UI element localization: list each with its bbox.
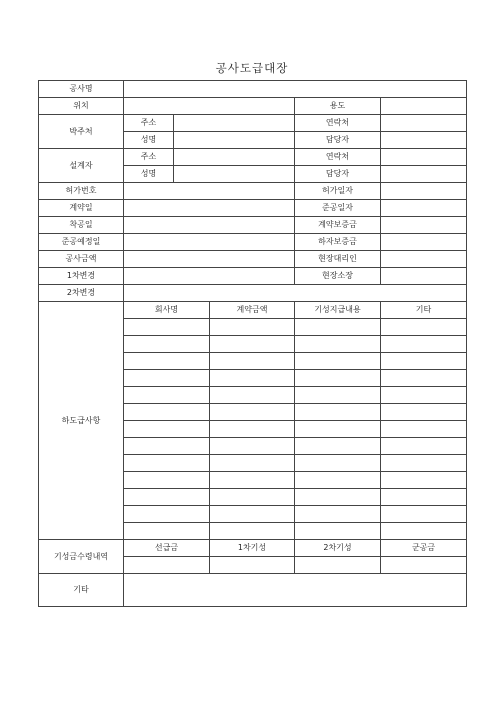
payment-2nd-field[interactable] [295, 557, 381, 574]
subcontract-company-cell[interactable] [124, 472, 210, 489]
subcontract-company-cell[interactable] [124, 370, 210, 387]
subcontract-other-cell[interactable] [381, 506, 467, 523]
designer-name-field[interactable] [174, 166, 295, 183]
subcontract-amount-cell[interactable] [210, 472, 295, 489]
subcontract-payment-cell[interactable] [295, 455, 381, 472]
label-permit-date: 허가일자 [295, 183, 381, 200]
subcontract-company-cell[interactable] [124, 336, 210, 353]
change-2-field[interactable] [124, 285, 467, 302]
contract-register-table [38, 80, 467, 607]
subcontract-header-company: 회사명 [124, 302, 210, 319]
payment-header-advance: 선급금 [124, 540, 210, 557]
subcontract-amount-cell[interactable] [210, 370, 295, 387]
subcontract-amount-cell[interactable] [210, 455, 295, 472]
subcontract-other-cell[interactable] [381, 353, 467, 370]
permit-date-field[interactable] [381, 183, 467, 200]
label-start-date: 착공일 [39, 217, 124, 234]
payment-header-1st: 1차기성 [210, 540, 295, 557]
label-other: 기타 [39, 574, 124, 607]
subcontract-header-payment: 기성지급내용 [295, 302, 381, 319]
subcontract-company-cell[interactable] [124, 489, 210, 506]
client-name-field[interactable] [174, 132, 295, 149]
label-change-1: 1차변경 [39, 268, 124, 285]
label-planned-completion: 준공예정일 [39, 234, 124, 251]
project-name-field[interactable] [124, 81, 467, 98]
label-contract-date: 계약일 [39, 200, 124, 217]
label-contract-bond: 계약보증금 [295, 217, 381, 234]
subcontract-other-cell[interactable] [381, 523, 467, 540]
subcontract-company-cell[interactable] [124, 353, 210, 370]
subcontract-amount-cell[interactable] [210, 523, 295, 540]
subcontract-payment-cell[interactable] [295, 506, 381, 523]
payment-advance-field[interactable] [124, 557, 210, 574]
subcontract-company-cell[interactable] [124, 438, 210, 455]
subcontract-other-cell[interactable] [381, 319, 467, 336]
subcontract-payment-cell[interactable] [295, 387, 381, 404]
subcontract-other-cell[interactable] [381, 438, 467, 455]
subcontract-amount-cell[interactable] [210, 387, 295, 404]
label-subcontract: 하도급사항 [39, 302, 124, 540]
subcontract-payment-cell[interactable] [295, 523, 381, 540]
subcontract-payment-cell[interactable] [295, 319, 381, 336]
label-designer: 설계자 [39, 149, 124, 183]
label-designer-name: 성명 [124, 166, 174, 183]
label-designer-address: 주소 [124, 149, 174, 166]
permit-no-field[interactable] [124, 183, 295, 200]
contract-date-field[interactable] [124, 200, 295, 217]
subcontract-amount-cell[interactable] [210, 319, 295, 336]
start-date-field[interactable] [124, 217, 295, 234]
label-payment-history: 기성금수령내역 [39, 540, 124, 574]
subcontract-amount-cell[interactable] [210, 438, 295, 455]
subcontract-header-other: 기타 [381, 302, 467, 319]
subcontract-amount-cell[interactable] [210, 489, 295, 506]
label-designer-person: 담당자 [295, 166, 381, 183]
subcontract-header-amount: 계약금액 [210, 302, 295, 319]
designer-contact-field[interactable] [381, 149, 467, 166]
designer-person-field[interactable] [381, 166, 467, 183]
payment-1st-field[interactable] [210, 557, 295, 574]
defect-bond-field[interactable] [381, 234, 467, 251]
completion-date-field[interactable] [381, 200, 467, 217]
label-client-person: 담당자 [295, 132, 381, 149]
subcontract-other-cell[interactable] [381, 421, 467, 438]
subcontract-other-cell[interactable] [381, 455, 467, 472]
label-site-manager: 현장소장 [295, 268, 381, 285]
payment-header-2nd: 2차기성 [295, 540, 381, 557]
other-field[interactable] [124, 574, 467, 607]
planned-completion-field[interactable] [124, 234, 295, 251]
label-usage: 용도 [295, 98, 381, 115]
subcontract-company-cell[interactable] [124, 506, 210, 523]
label-permit-no: 허가번호 [39, 183, 124, 200]
label-client: 박주처 [39, 115, 124, 149]
site-manager-field[interactable] [381, 268, 467, 285]
subcontract-amount-cell[interactable] [210, 421, 295, 438]
subcontract-other-cell[interactable] [381, 489, 467, 506]
client-contact-field[interactable] [381, 115, 467, 132]
subcontract-other-cell[interactable] [381, 387, 467, 404]
label-site-agent: 현장대리인 [295, 251, 381, 268]
page-title: 공사도급대장 [215, 61, 289, 75]
subcontract-company-cell[interactable] [124, 319, 210, 336]
subcontract-company-cell[interactable] [124, 387, 210, 404]
subcontract-payment-cell[interactable] [295, 353, 381, 370]
label-client-name: 성명 [124, 132, 174, 149]
label-construction-amount: 공사금액 [39, 251, 124, 268]
subcontract-payment-cell[interactable] [295, 438, 381, 455]
label-project-name: 공사명 [39, 81, 124, 98]
subcontract-company-cell[interactable] [124, 523, 210, 540]
payment-header-final: 군공금 [381, 540, 467, 557]
label-client-address: 주소 [124, 115, 174, 132]
subcontract-payment-cell[interactable] [295, 472, 381, 489]
label-completion-date: 준공일자 [295, 200, 381, 217]
label-change-2: 2차변경 [39, 285, 124, 302]
subcontract-payment-cell[interactable] [295, 489, 381, 506]
subcontract-other-cell[interactable] [381, 472, 467, 489]
designer-address-field[interactable] [174, 149, 295, 166]
subcontract-amount-cell[interactable] [210, 404, 295, 421]
client-person-field[interactable] [381, 132, 467, 149]
construction-amount-field[interactable] [124, 251, 295, 268]
site-agent-field[interactable] [381, 251, 467, 268]
label-client-contact: 연락처 [295, 115, 381, 132]
subcontract-company-cell[interactable] [124, 404, 210, 421]
label-location: 위치 [39, 98, 124, 115]
payment-final-field[interactable] [381, 557, 467, 574]
usage-field[interactable] [381, 98, 467, 115]
label-defect-bond: 하자보증금 [295, 234, 381, 251]
subcontract-company-cell[interactable] [124, 421, 210, 438]
location-field[interactable] [124, 98, 295, 115]
change-1-field[interactable] [124, 268, 295, 285]
subcontract-amount-cell[interactable] [210, 353, 295, 370]
subcontract-payment-cell[interactable] [295, 370, 381, 387]
subcontract-company-cell[interactable] [124, 455, 210, 472]
subcontract-amount-cell[interactable] [210, 506, 295, 523]
subcontract-payment-cell[interactable] [295, 404, 381, 421]
subcontract-other-cell[interactable] [381, 336, 467, 353]
client-address-field[interactable] [174, 115, 295, 132]
subcontract-other-cell[interactable] [381, 404, 467, 421]
label-designer-contact: 연락처 [295, 149, 381, 166]
subcontract-payment-cell[interactable] [295, 421, 381, 438]
subcontract-payment-cell[interactable] [295, 336, 381, 353]
contract-bond-field[interactable] [381, 217, 467, 234]
subcontract-amount-cell[interactable] [210, 336, 295, 353]
subcontract-other-cell[interactable] [381, 370, 467, 387]
